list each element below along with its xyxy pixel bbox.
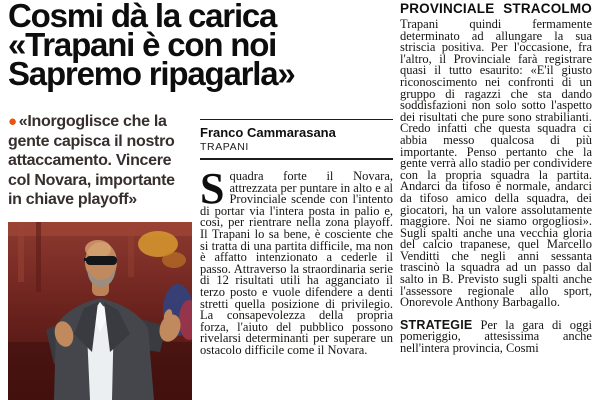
standfirst-text: «Inorgoglisce che la gente capisca il nostro attaccamento. Vincere col Novara, importante in chiave playoff» [8, 113, 175, 208]
byline-dateline: TRAPANI [200, 141, 249, 153]
byline-author: Franco Cammarasana [200, 125, 336, 140]
dropcap: S [200, 164, 225, 213]
kicker-strategie: STRATEGIE [400, 317, 473, 332]
headline [8, 0, 400, 92]
right-column-paragraph-2 [400, 317, 593, 356]
right-column [400, 1, 592, 355]
article-body-text: quadra forte il Novara, attrezzata per puntare in alto e al Provinciale scende con l'intento di portar via l'intera posta in palio e, così, per rientrare nella zona playoff. Il Trapani lo sa bene, è cosciente che si tratta di una partita difficile, ma non è affatto intenzionato a cederle il passo. Attraverso la straordinaria serie di 12 risultati utili ha agganciato il terzo posto e vuole difendere a denti stretti quella posizione di privilegio. La consapevolezza della propria forza, l'aiuto del pubblico possono rivelarsi determinanti per superare un ostacolo difficile come il Novara. [200, 169, 393, 357]
cosmi-photo [8, 222, 192, 400]
headline-line-2: «Trapani è con noi [8, 26, 277, 63]
headline-line-3: Sapremo ripagarla» [8, 55, 295, 92]
right-column-paragraph-2-text: Per la gara di oggi pomeriggio, attesissima anche nell'intera provincia, Cosmi [400, 317, 593, 356]
byline-rule-top [200, 119, 393, 120]
byline-rule-bottom [200, 158, 393, 160]
middle-column [200, 119, 393, 357]
standfirst [8, 112, 190, 210]
article-body [200, 164, 393, 357]
kicker-provinciale: PROVINCIALE STRACOLMO [400, 1, 592, 16]
bullet-icon: ● [8, 113, 17, 130]
cosmi-photo-graphic [8, 222, 192, 400]
right-column-paragraph-1: Trapani quindi fermamente determinato ad allungare la sua striscia positiva. Per l'occasione, fra l'altro, il Provinciale farà registrare quasi il tutto esaurito: «E'il giusto riconoscimento nei confronti di un gruppo di ragazzi che sta dando soddisfazioni non solo sotto l'aspetto dei risultati che pure sono strabilianti. Credo infatti che questa squadra ci abbia messo qualcosa di più importante. Penso pertanto che la gente verrà allo stadio per condividere con la propria squadra la partita. Andarci da tifoso è normale, andarci da tifoso amico della squadra, dei giocatori, ha un valore assolutamente maggiore. Noi ne siamo orgogliosi». Sugli spalti anche una vecchia gloria del calcio trapanese, quel Marcello Venditti che negli anni sessanta trascinò la squadra ad un passo dal salto in B. Previsto sugli spalti anche l'assessore regionale allo sport, Onorevole Anthony Barbagallo. [400, 17, 592, 310]
headline-line-1: Cosmi dà la carica [8, 0, 277, 34]
